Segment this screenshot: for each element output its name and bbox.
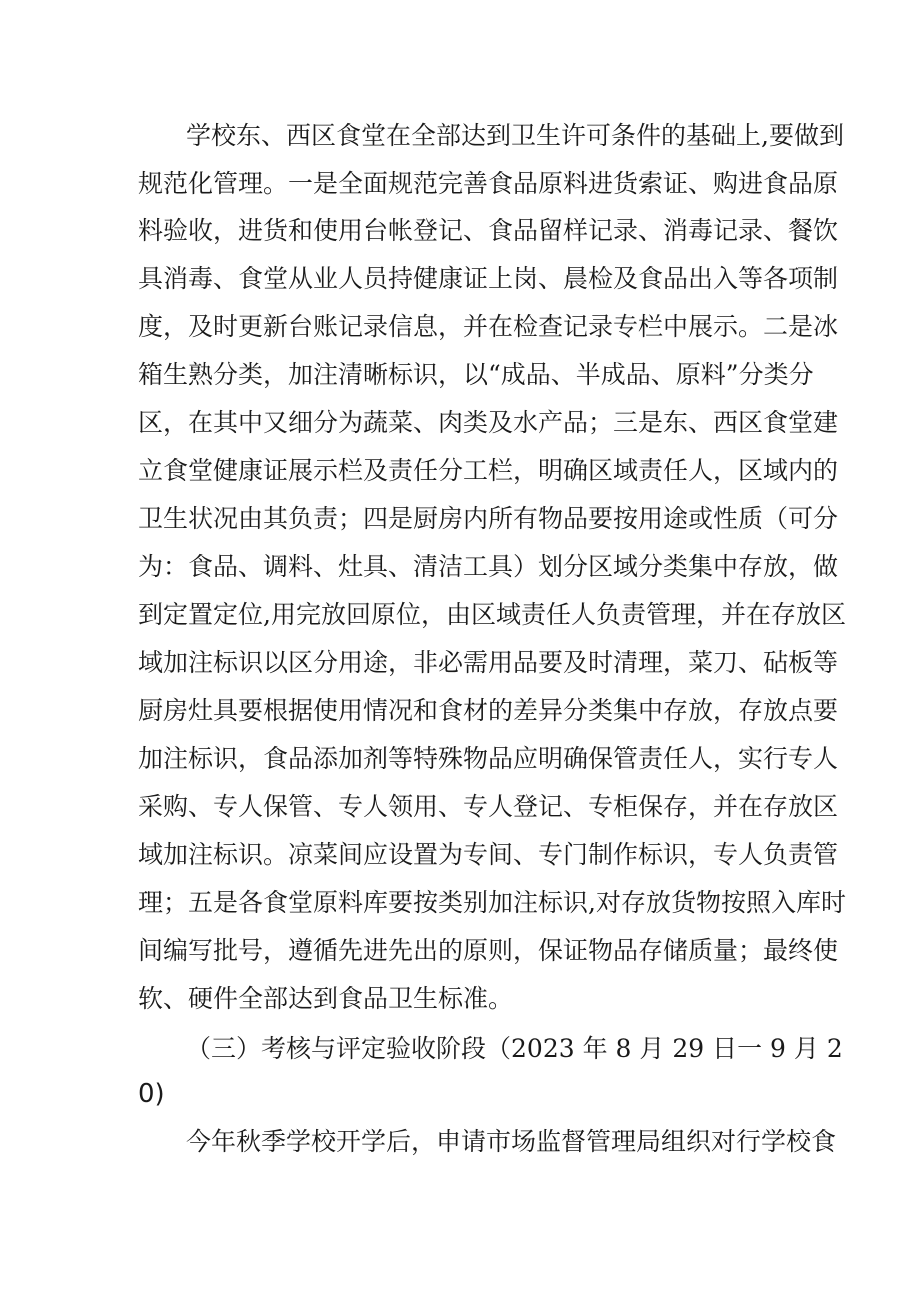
paragraph-1-line-7: 区，在其中又细分为蔬菜、肉类及水产品；三是东、西区食堂建 — [138, 408, 839, 437]
paragraph-1-line-14: 加注标识，食品添加剂等特殊物品应明确保管责任人，实行专人 — [138, 744, 839, 773]
paragraph-1-line-4: 具消毒、食堂从业人员持健康证上岗、晨检及食品出入等各项制 — [138, 264, 839, 293]
paragraph-1-line-19: 软、硬件全部达到食品卫生标准。 — [138, 984, 514, 1013]
paragraph-1-line-11: 到定置定位,用完放回原位，由区域责任人负责管理，并在存放区 — [138, 600, 846, 629]
paragraph-1-line-8: 立食堂健康证展示栏及责任分工栏，明确区域责任人，区域内的 — [138, 456, 839, 485]
paragraph-1-line-13: 厨房灶具要根据使用情况和食材的差异分类集中存放，存放点要 — [138, 696, 839, 725]
section-heading-line-1: （三）考核与评定验收阶段（2023 年 8 月 29 日一 9 月 2 — [186, 1034, 843, 1063]
paragraph-1-line-17: 理；五是各食堂原料库要按类别加注标识,对存放货物按照入库时 — [138, 888, 846, 917]
paragraph-1-line-6: 箱生熟分类，加注清晰标识，以“成品、半成品、原料”分类分 — [138, 360, 814, 389]
paragraph-1-line-2: 规范化管理。一是全面规范完善食品原料进货索证、购进食品原 — [138, 169, 839, 198]
paragraph-1-line-18: 间编写批号，遵循先进先出的原则，保证物品存储质量；最终使 — [138, 936, 839, 965]
paragraph-1-line-3: 料验收，进货和使用台帐登记、食品留样记录、消毒记录、餐饮 — [138, 216, 839, 245]
paragraph-1-line-15: 采购、专人保管、专人领用、专人登记、专柜保存，并在存放区 — [138, 792, 839, 821]
section-heading-line-2: 0) — [138, 1079, 165, 1109]
paragraph-1-line-10: 为：食品、调料、灶具、清洁工具）划分区域分类集中存放，做 — [138, 552, 839, 581]
paragraph-1-line-5: 度，及时更新台账记录信息，并在检查记录专栏中展示。二是冰 — [138, 312, 839, 341]
paragraph-1-line-12: 域加注标识以区分用途，非必需用品要及时清理，菜刀、砧板等 — [138, 648, 839, 677]
paragraph-1-line-16: 域加注标识。凉菜间应设置为专间、专门制作标识，专人负责管 — [138, 840, 839, 869]
paragraph-1-line-9: 卫生状况由其负责；四是厨房内所有物品要按用途或性质（可分 — [138, 504, 839, 533]
paragraph-2-line-1: 今年秋季学校开学后，申请市场监督管理局组织对行学校食 — [186, 1127, 837, 1156]
paragraph-1-line-1: 学校东、西区食堂在全部达到卫生许可条件的基础上,要做到 — [186, 121, 844, 150]
